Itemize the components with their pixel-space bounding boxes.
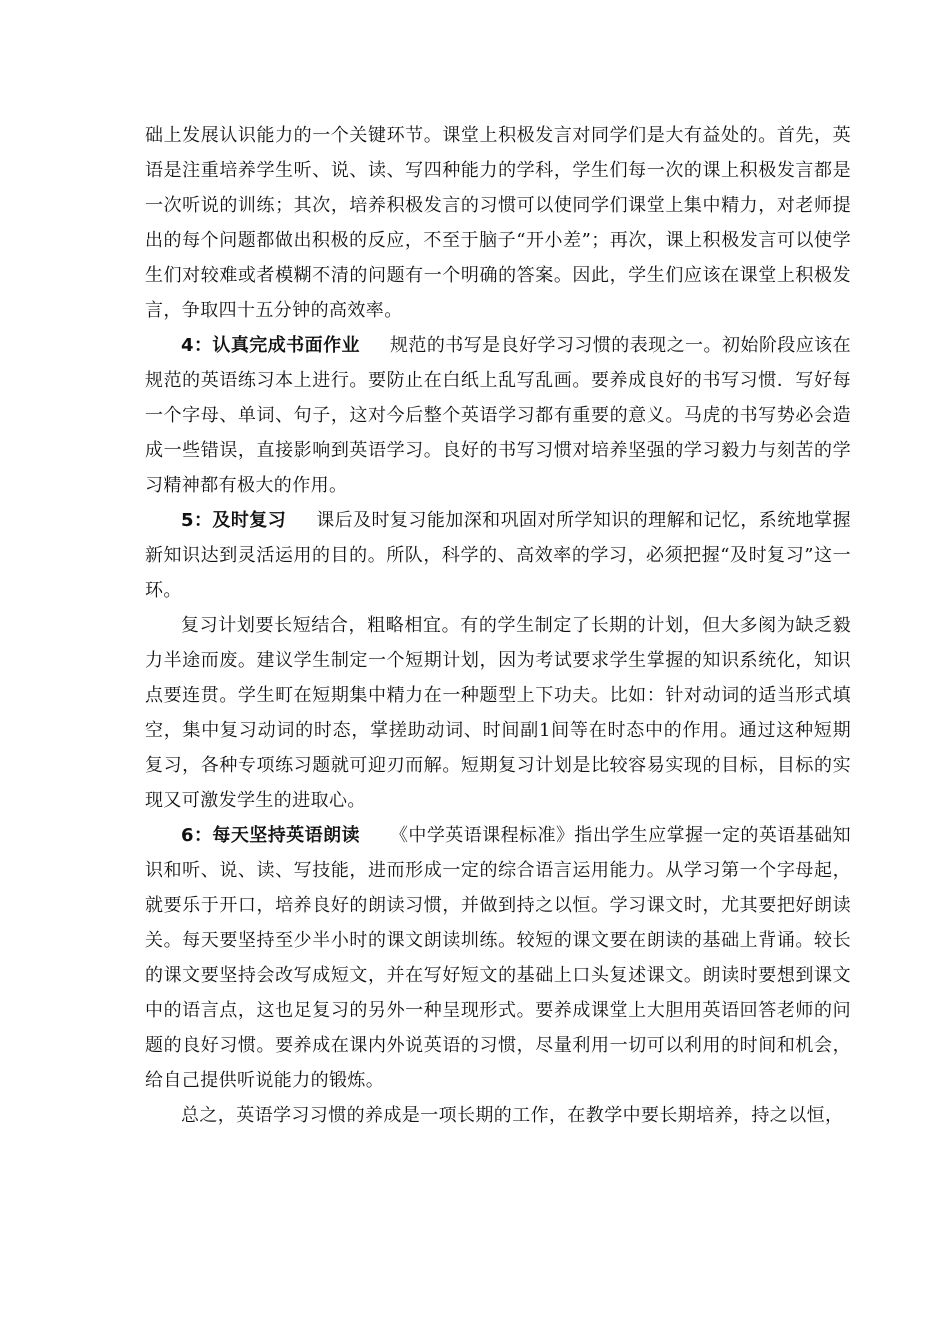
paragraph-text: 础上发展认识能力的一个关键环节。课堂上积极发言对同学们是大有益处的。首先，英语是注重培养学生听、说、读、写四种能力的学科，学生们每一次的课上积极发言都是一次听说的训练；其次，培养积极发言的习惯可以使同学们课堂上集中精力，对老师提出的每个问题都做出积极的反应，不至于脑子“开小差”；再次，课上积极发言可以使学生们对较难或者模糊不清的问题有一个明确的答案。因此，学生们应该在课堂上积极发言，争取四十五分钟的高效率。 xyxy=(145,125,851,321)
paragraph-text: 总之，英语学习习惯的养成是一项长期的工作，在教学中要长期培养，持之以恒， xyxy=(181,1105,844,1126)
paragraph-text: 课后及时复习能加深和巩固对所学知识的理解和记忆，系统地掌握新知识达到灵活运用的目的。所队，科学的、高效率的学习，必须把握“及时复习”这一环。 xyxy=(145,510,851,601)
paragraph-text: 规范的书写是良好学习习惯的表现之一。初始阶段应该在规范的英语练习本上进行。要防止在白纸上乱写乱画。要养成良好的书写习惯．写好每一个字母、单词、句子，这对今后整个英语学习都有重要的意义。马虎的书写势必会造成一些错误，直接影响到英语学习。良好的书写习惯对培养坚强的学习毅力与刻苦的学习精神都有极大的作用。 xyxy=(145,335,852,496)
paragraph-section-5 xyxy=(145,503,851,608)
paragraph-review-plan xyxy=(145,608,851,818)
paragraph-text: 复习计划要长短结合，粗略相宜。有的学生制定了长期的计划，但大多阂为缺乏毅力半途而废。建议学生制定一个短期计划，因为考试要求学生掌握的知识系统化，知识点要连贯。学生町在短期集中精力在一种题型上下功夫。比如：针对动词的适当形式填空，集中复习动词的时态，掌搓助动词、时间副1间等在时态中的作用。通过这种短期复习，各种专项练习题就可迎刃而解。短期复习计划是比较容易实现的目标，目标的实现又可激发学生的进取心。 xyxy=(145,615,851,811)
section-heading: 5：及时复习 xyxy=(181,510,287,531)
paragraph-text: 《中学英语课程标准》指出学生应掌握一定的英语基础知识和听、说、读、写技能，进而形成一定的综合语言运用能力。从学习第一个字母起，就要乐于开口，培养良好的朗读习惯，并做到持之以恒。学习课文时，尤其要把好朗读关。每天要坚持至少半小时的课文朗读圳练。较短的课文要在朗读的基础上背诵。较长的课文要坚持会改写成短文，并在写好短文的基础上口头复述课文。朗读时要想到课文中的语言点，这也足复习的另外一种呈现形式。要养成课堂上大胆用英语回答老师的问题的良好习惯。要养成在课内外说英语的习惯，尽量利用一切可以利用的时间和机会，给自己提供听说能力的锻炼。 xyxy=(145,825,852,1091)
section-heading: 6：每天坚持英语朗读 xyxy=(181,825,360,846)
paragraph-conclusion xyxy=(145,1098,851,1133)
document-body xyxy=(145,118,851,1133)
paragraph-intro-continued xyxy=(145,118,851,328)
paragraph-section-6 xyxy=(145,818,851,1098)
paragraph-section-4 xyxy=(145,328,851,503)
section-heading: 4：认真完成书面作业 xyxy=(181,335,360,356)
